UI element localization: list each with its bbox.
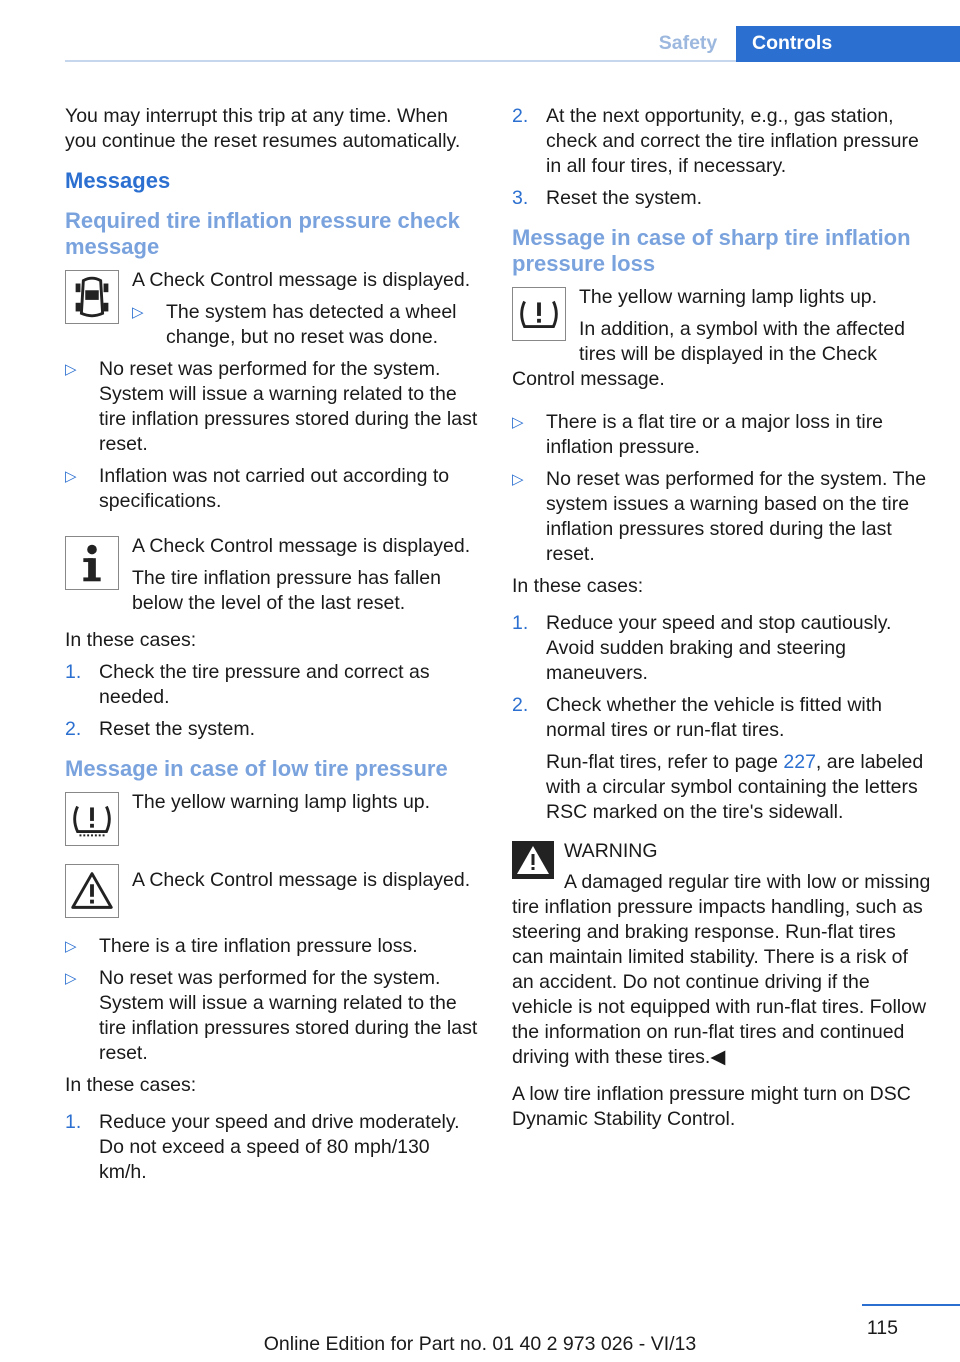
warning-block <box>512 839 932 1070</box>
steps-list-d <box>512 611 932 825</box>
info-symbol-block <box>65 534 480 616</box>
list-item <box>512 186 932 211</box>
list-item <box>65 660 480 710</box>
step-number: 2. <box>65 718 82 740</box>
car-tire-symbol-block <box>65 268 480 350</box>
bullet-list-c <box>512 410 932 567</box>
step-text <box>546 693 932 825</box>
step-text: Reduce your speed and stop cautiously. Avoid sudden braking and steering maneuvers. <box>546 612 892 684</box>
tire-warning-lamp-block <box>65 790 480 848</box>
left-column <box>65 104 480 1192</box>
step-text: Reset the system. <box>99 718 256 740</box>
triangle-bullet: ▷ <box>132 304 144 321</box>
page-number: 115 <box>866 1317 898 1339</box>
list-item <box>65 934 480 959</box>
bullet-text: There is a flat tire or a major loss in tire inflation pressure. <box>546 411 884 458</box>
bullet-text: There is a tire inflation pressure loss. <box>99 935 418 957</box>
list-item <box>65 464 480 514</box>
step-number: 3. <box>512 187 529 209</box>
step-number: 2. <box>512 694 529 716</box>
intro-text: You may interrupt this trip at any time. When you continue the reset resumes automatically. <box>65 105 461 152</box>
required-check-heading: Required tire inflation pressure check message <box>65 208 460 259</box>
warning-label: WARNING <box>564 840 658 862</box>
triangle-bullet: ▷ <box>512 414 524 431</box>
bullet-list-a <box>65 357 480 514</box>
runflat-text-before: Run-flat tires, refer to page <box>546 751 778 773</box>
triangle-bullet: ▷ <box>65 468 77 485</box>
step-text: Reduce your speed and drive moderately. Do not exceed a speed of 80 mph/130 km/h. <box>99 1111 460 1183</box>
sharp-loss-heading: Message in case of sharp tire inflation pressure loss <box>512 225 911 276</box>
step-text: Reset the system. <box>546 187 703 209</box>
footer-rule <box>862 1304 960 1306</box>
list-item <box>65 966 480 1066</box>
steps-list-b <box>65 1110 480 1185</box>
bullet-text: The system has detected a wheel change, but no reset was done. <box>166 301 457 348</box>
messages-heading: Messages <box>65 168 171 193</box>
triangle-bullet: ▷ <box>512 471 524 488</box>
check-control-message-2: A Check Control message is displayed. <box>132 535 471 557</box>
header-tab-controls[interactable]: Controls <box>736 26 960 62</box>
list-item <box>512 611 932 686</box>
step-number: 1. <box>65 1111 82 1133</box>
step-number: 1. <box>512 612 529 634</box>
in-these-cases-2: In these cases: <box>65 1074 197 1096</box>
steps-list-c <box>512 104 932 211</box>
tire-pressure-warning-icon <box>512 287 566 341</box>
page-link-227[interactable]: 227 <box>783 751 816 773</box>
step-number: 2. <box>512 105 529 127</box>
warning-triangle-block <box>65 862 480 920</box>
list-item <box>65 1110 480 1185</box>
runflat-text-after: , are labeled with a circular symbol containing the letters RSC marked on the tire's sidewall. <box>546 751 924 823</box>
warning-triangle-icon <box>65 864 119 918</box>
pressure-fallen-text: The tire inflation pressure has fallen below the level of the last reset. <box>132 567 441 614</box>
triangle-bullet: ▷ <box>65 361 77 378</box>
yellow-lamp-text: The yellow warning lamp lights up. <box>579 286 878 308</box>
yellow-lamp-text: The yellow warning lamp lights up. <box>132 791 431 813</box>
tire-pressure-warning-icon <box>65 792 119 846</box>
low-pressure-heading: Message in case of low tire pressure <box>65 756 448 781</box>
list-item <box>65 717 480 742</box>
step-text-main: Check whether the vehicle is fitted with normal tires or run-flat tires. <box>546 694 882 741</box>
step-number: 1. <box>65 661 82 683</box>
bullet-list-b <box>65 934 480 1066</box>
list-item <box>512 104 932 179</box>
right-column <box>512 104 932 1139</box>
check-control-message-3: A Check Control message is displayed. <box>132 869 471 891</box>
bullet-text: No reset was performed for the system. System will issue a warning related to the tire inflation pressures stored during the last reset. <box>99 967 478 1064</box>
dsc-text: A low tire inflation pressure might turn on DSC Dynamic Stability Control. <box>512 1083 911 1130</box>
in-these-cases-3: In these cases: <box>512 575 644 597</box>
runflat-reference <box>546 750 932 825</box>
bullet-text: No reset was performed for the system. The system issues a warning based on the tire inflation pressures stored during the last reset. <box>546 468 927 565</box>
info-icon <box>65 536 119 590</box>
list-item <box>512 410 932 460</box>
car-tires-icon <box>65 270 119 324</box>
triangle-bullet: ▷ <box>65 938 77 955</box>
in-these-cases-1: In these cases: <box>65 629 197 651</box>
sharp-loss-lamp-block <box>512 285 932 392</box>
check-control-message-1: A Check Control message is displayed. <box>132 269 471 291</box>
header-tab-safety[interactable]: Safety <box>658 32 718 54</box>
bullet-text: No reset was performed for the system. System will issue a warning related to the tire inflation pressures stored during the last reset. <box>99 358 478 455</box>
warning-text: A damaged regular tire with low or missing tire inflation pressure impacts handling, such as steering and braking response. Run-flat tires can maintain limited stability. There is a risk of an accident. Do not continue driving if the vehicle is not equipped with run-flat tires. Follow the information on run-flat tires and continued driving with these tires.◀ <box>512 871 931 1068</box>
warning-icon <box>512 841 554 879</box>
bullet-text: Inflation was not carried out according to specifications. <box>99 465 450 512</box>
step-text: Check the tire pressure and correct as needed. <box>99 661 430 708</box>
edition-footer: Online Edition for Part no. 01 40 2 973 026 - VI/13 <box>263 1333 697 1355</box>
list-item <box>512 467 932 567</box>
triangle-bullet: ▷ <box>65 970 77 987</box>
list-item <box>132 300 480 350</box>
list-item <box>512 693 932 825</box>
steps-list-a <box>65 660 480 742</box>
list-item <box>65 357 480 457</box>
step-text: At the next opportunity, e.g., gas station, check and correct the tire inflation pressure in all four tires, if necessary. <box>546 105 919 177</box>
affected-tires-symbol-text: In addition, a symbol with the affected tires will be displayed in the Check Control message. <box>512 318 905 390</box>
